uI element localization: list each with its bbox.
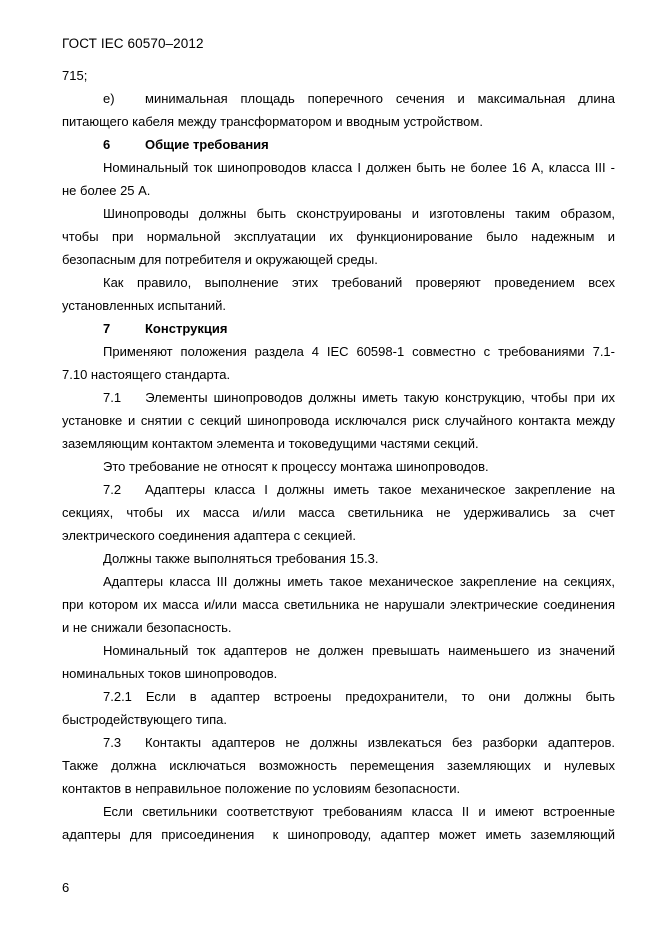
text-line: номинальных токов шинопроводов.: [62, 666, 278, 681]
text-line: заземляющим контактом элемента и токоведущими частями секций.: [62, 436, 479, 451]
text-line: электрического соединения адаптера с секцией.: [62, 528, 357, 543]
text-line: чтобы при нормальной эксплуатации их функционирование было надежным и: [62, 229, 615, 244]
text-line: питающего кабеля между трансформатором и вводным устройством.: [62, 114, 483, 129]
text-line: Номинальный ток шинопроводов класса I должен быть не более 16 А, класса III -: [103, 160, 615, 175]
text-line: Применяют положения раздела 4 IEC 60598-1 совместно с требованиями 7.1-: [103, 344, 615, 359]
text-line: Как правило, выполнение этих требований проверяют проведением всех: [103, 275, 615, 290]
page-number: 6: [62, 880, 70, 895]
clause-7-3: [62, 731, 615, 754]
section-6-heading: [62, 133, 615, 156]
clause-number: 7.2: [103, 482, 122, 497]
text-line: Если светильники соответствуют требованиям класса II и имеют встроенные: [103, 804, 615, 819]
text-line: Адаптеры класса III должны иметь такое механическое закрепление на секциях,: [103, 574, 615, 589]
text-line: Шинопроводы должны быть сконструированы и изготовлены таким образом,: [103, 206, 615, 221]
text-line: 715;: [62, 68, 88, 83]
text-line: Номинальный ток адаптеров не должен превышать наименьшего из значений: [103, 643, 615, 658]
section-number: 6: [103, 137, 111, 152]
text-line: Это требование не относят к процессу монтажа шинопроводов.: [103, 459, 489, 474]
clause-7-2: [62, 478, 615, 501]
clause-7-2-1: 7.2.1 Если в адаптер встроены предохранители, то они должны быть: [103, 689, 615, 704]
text-line: установке и снятии с секций шинопровода исключался риск случайного контакта между: [62, 413, 615, 428]
clause-number: 7.3: [103, 735, 122, 750]
text-line: Адаптеры класса I должны иметь такое механическое закрепление на: [145, 482, 615, 497]
section-title: Общие требования: [145, 137, 269, 152]
text-line: не более 25 А.: [62, 183, 151, 198]
section-7-heading: [62, 317, 615, 340]
section-number: 7: [103, 321, 111, 336]
text-line: безопасным для потребителя и окружающей среды.: [62, 252, 378, 267]
text-line: секциях, чтобы их масса и/или масса светильника не удерживались за счет: [62, 505, 615, 520]
list-marker: е): [103, 91, 115, 106]
text-line: при котором их масса и/или масса светильника не нарушали электрические соединения: [62, 597, 615, 612]
page-body: [62, 64, 615, 846]
text-line: быстродействующего типа.: [62, 712, 227, 727]
text-line: контактов в неправильное положение по условиям безопасности.: [62, 781, 461, 796]
text-line: и не снижали безопасность.: [62, 620, 232, 635]
text-line: Должны также выполняться требования 15.3.: [103, 551, 379, 566]
section-title: Конструкция: [145, 321, 228, 336]
text-line: 7.10 настоящего стандарта.: [62, 367, 231, 382]
clause-7-1: 7.1 Элементы шинопроводов должны иметь такую конструкцию, чтобы при их: [103, 390, 615, 405]
text-line: Также должна исключаться возможность перемещения заземляющих и нулевых: [62, 758, 615, 773]
document-header: ГОСТ IEC 60570–2012: [62, 36, 204, 51]
text-line: минимальная площадь поперечного сечения и максимальная длина: [145, 91, 615, 106]
text-line: адаптеры для присоединения к шинопроводу, адаптер может иметь заземляющий: [62, 827, 615, 842]
list-item-e: [62, 87, 615, 110]
text-line: Контакты адаптеров не должны извлекаться без разборки адаптеров.: [145, 735, 615, 750]
text-line: установленных испытаний.: [62, 298, 227, 313]
